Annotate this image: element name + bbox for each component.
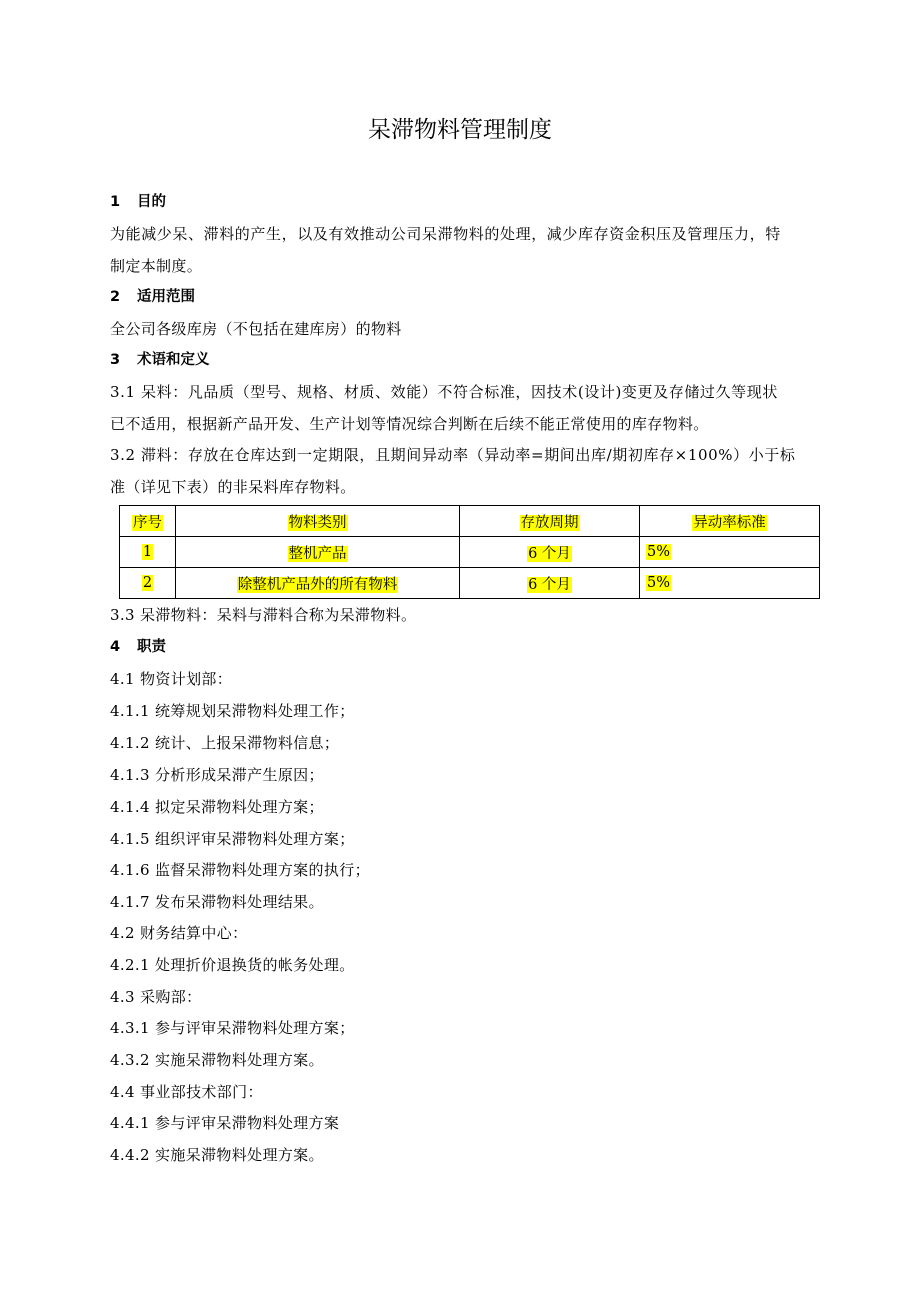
row-rate: 5% [647, 575, 671, 591]
row-index: 2 [142, 575, 153, 591]
section-number: 1 [110, 194, 121, 210]
document-title: 呆滞物料管理制度 [368, 117, 552, 143]
section-heading-scope [110, 286, 195, 308]
duty-line: 4.3.1 参与评审呆滞物料处理方案； [110, 1019, 355, 1037]
section-heading-definitions [110, 349, 210, 371]
duty-line: 4.1.5 组织评审呆滞物料处理方案； [110, 830, 355, 848]
row-index: 1 [142, 544, 153, 560]
definition-3-2-line-2: 准（详见下表）的非呆料库存物料。 [110, 478, 356, 496]
section-number: 3 [110, 352, 121, 368]
section-title: 术语和定义 [137, 352, 210, 368]
definition-3-2-line-1: 3.2 滞料：存放在仓库达到一定期限，且期间异动率（异动率=期间出库/期初库存×100%）小于标 [110, 446, 796, 464]
section-title: 适用范围 [137, 289, 195, 305]
section-number: 4 [110, 639, 121, 655]
header-cell-rate [640, 506, 820, 537]
row-category-cell [176, 537, 460, 568]
definition-3-1-line-2: 已不适用，根据新产品开发、生产计划等情况综合判断在后续不能正常使用的库存物料。 [110, 415, 709, 433]
row-rate-cell [640, 568, 820, 599]
row-category: 除整机产品外的所有物料 [237, 576, 398, 593]
header-cell-category [176, 506, 460, 537]
definition-3-3: 3.3 呆滞物料：呆料与滞料合称为呆滞物料。 [110, 606, 417, 624]
duty-line: 4.2.1 处理折价退换货的帐务处理。 [110, 956, 355, 974]
section-heading-duties [110, 636, 166, 658]
row-index-cell [120, 568, 176, 599]
row-category: 整机产品 [288, 545, 347, 562]
duty-line: 4.1 物资计划部： [110, 670, 233, 688]
duty-line: 4.2 财务结算中心： [110, 924, 248, 942]
duty-line: 4.4.1 参与评审呆滞物料处理方案 [110, 1114, 340, 1132]
header-cell-index [120, 506, 176, 537]
duty-line: 4.1.1 统筹规划呆滞物料处理工作； [110, 702, 355, 720]
section-title: 职责 [137, 639, 166, 655]
section-title: 目的 [137, 194, 166, 210]
row-period-cell [460, 568, 640, 599]
duty-line: 4.1.3 分析形成呆滞产生原因； [110, 766, 324, 784]
table-row [120, 537, 820, 568]
header-rate-label: 异动率标准 [693, 514, 766, 531]
row-category-cell [176, 568, 460, 599]
duty-line: 4.4 事业部技术部门： [110, 1083, 263, 1101]
row-rate-cell [640, 537, 820, 568]
duty-line: 4.1.7 发布呆滞物料处理结果。 [110, 893, 324, 911]
row-period: 6 个月 [528, 576, 571, 593]
duty-line: 4.3 采购部： [110, 988, 202, 1006]
table-header-row [120, 506, 820, 537]
duty-line: 4.3.2 实施呆滞物料处理方案。 [110, 1051, 324, 1069]
header-period-label: 存放周期 [520, 514, 579, 531]
table-row [120, 568, 820, 599]
row-rate: 5% [647, 544, 671, 560]
purpose-line-2: 制定本制度。 [110, 257, 203, 275]
section-heading-purpose [110, 191, 166, 213]
section-number: 2 [110, 289, 121, 305]
row-period-cell [460, 537, 640, 568]
header-index-label: 序号 [133, 514, 162, 531]
header-category-label: 物料类别 [288, 514, 347, 531]
stagnant-criteria-table [119, 505, 820, 599]
definition-3-1-line-1: 3.1 呆料：凡品质（型号、规格、材质、效能）不符合标准，因技术(设计)变更及存储过久等现状 [110, 383, 778, 401]
scope-text: 全公司各级库房（不包括在建库房）的物料 [110, 320, 402, 338]
duty-line: 4.1.2 统计、上报呆滞物料信息； [110, 734, 340, 752]
purpose-line-1: 为能减少呆、滞料的产生，以及有效推动公司呆滞物料的处理，减少库存资金积压及管理压力，特 [110, 225, 781, 243]
duty-line: 4.1.6 监督呆滞物料处理方案的执行； [110, 861, 370, 879]
header-cell-period [460, 506, 640, 537]
duty-line: 4.1.4 拟定呆滞物料处理方案； [110, 798, 324, 816]
duty-line: 4.4.2 实施呆滞物料处理方案。 [110, 1146, 324, 1164]
row-index-cell [120, 537, 176, 568]
row-period: 6 个月 [528, 545, 571, 562]
